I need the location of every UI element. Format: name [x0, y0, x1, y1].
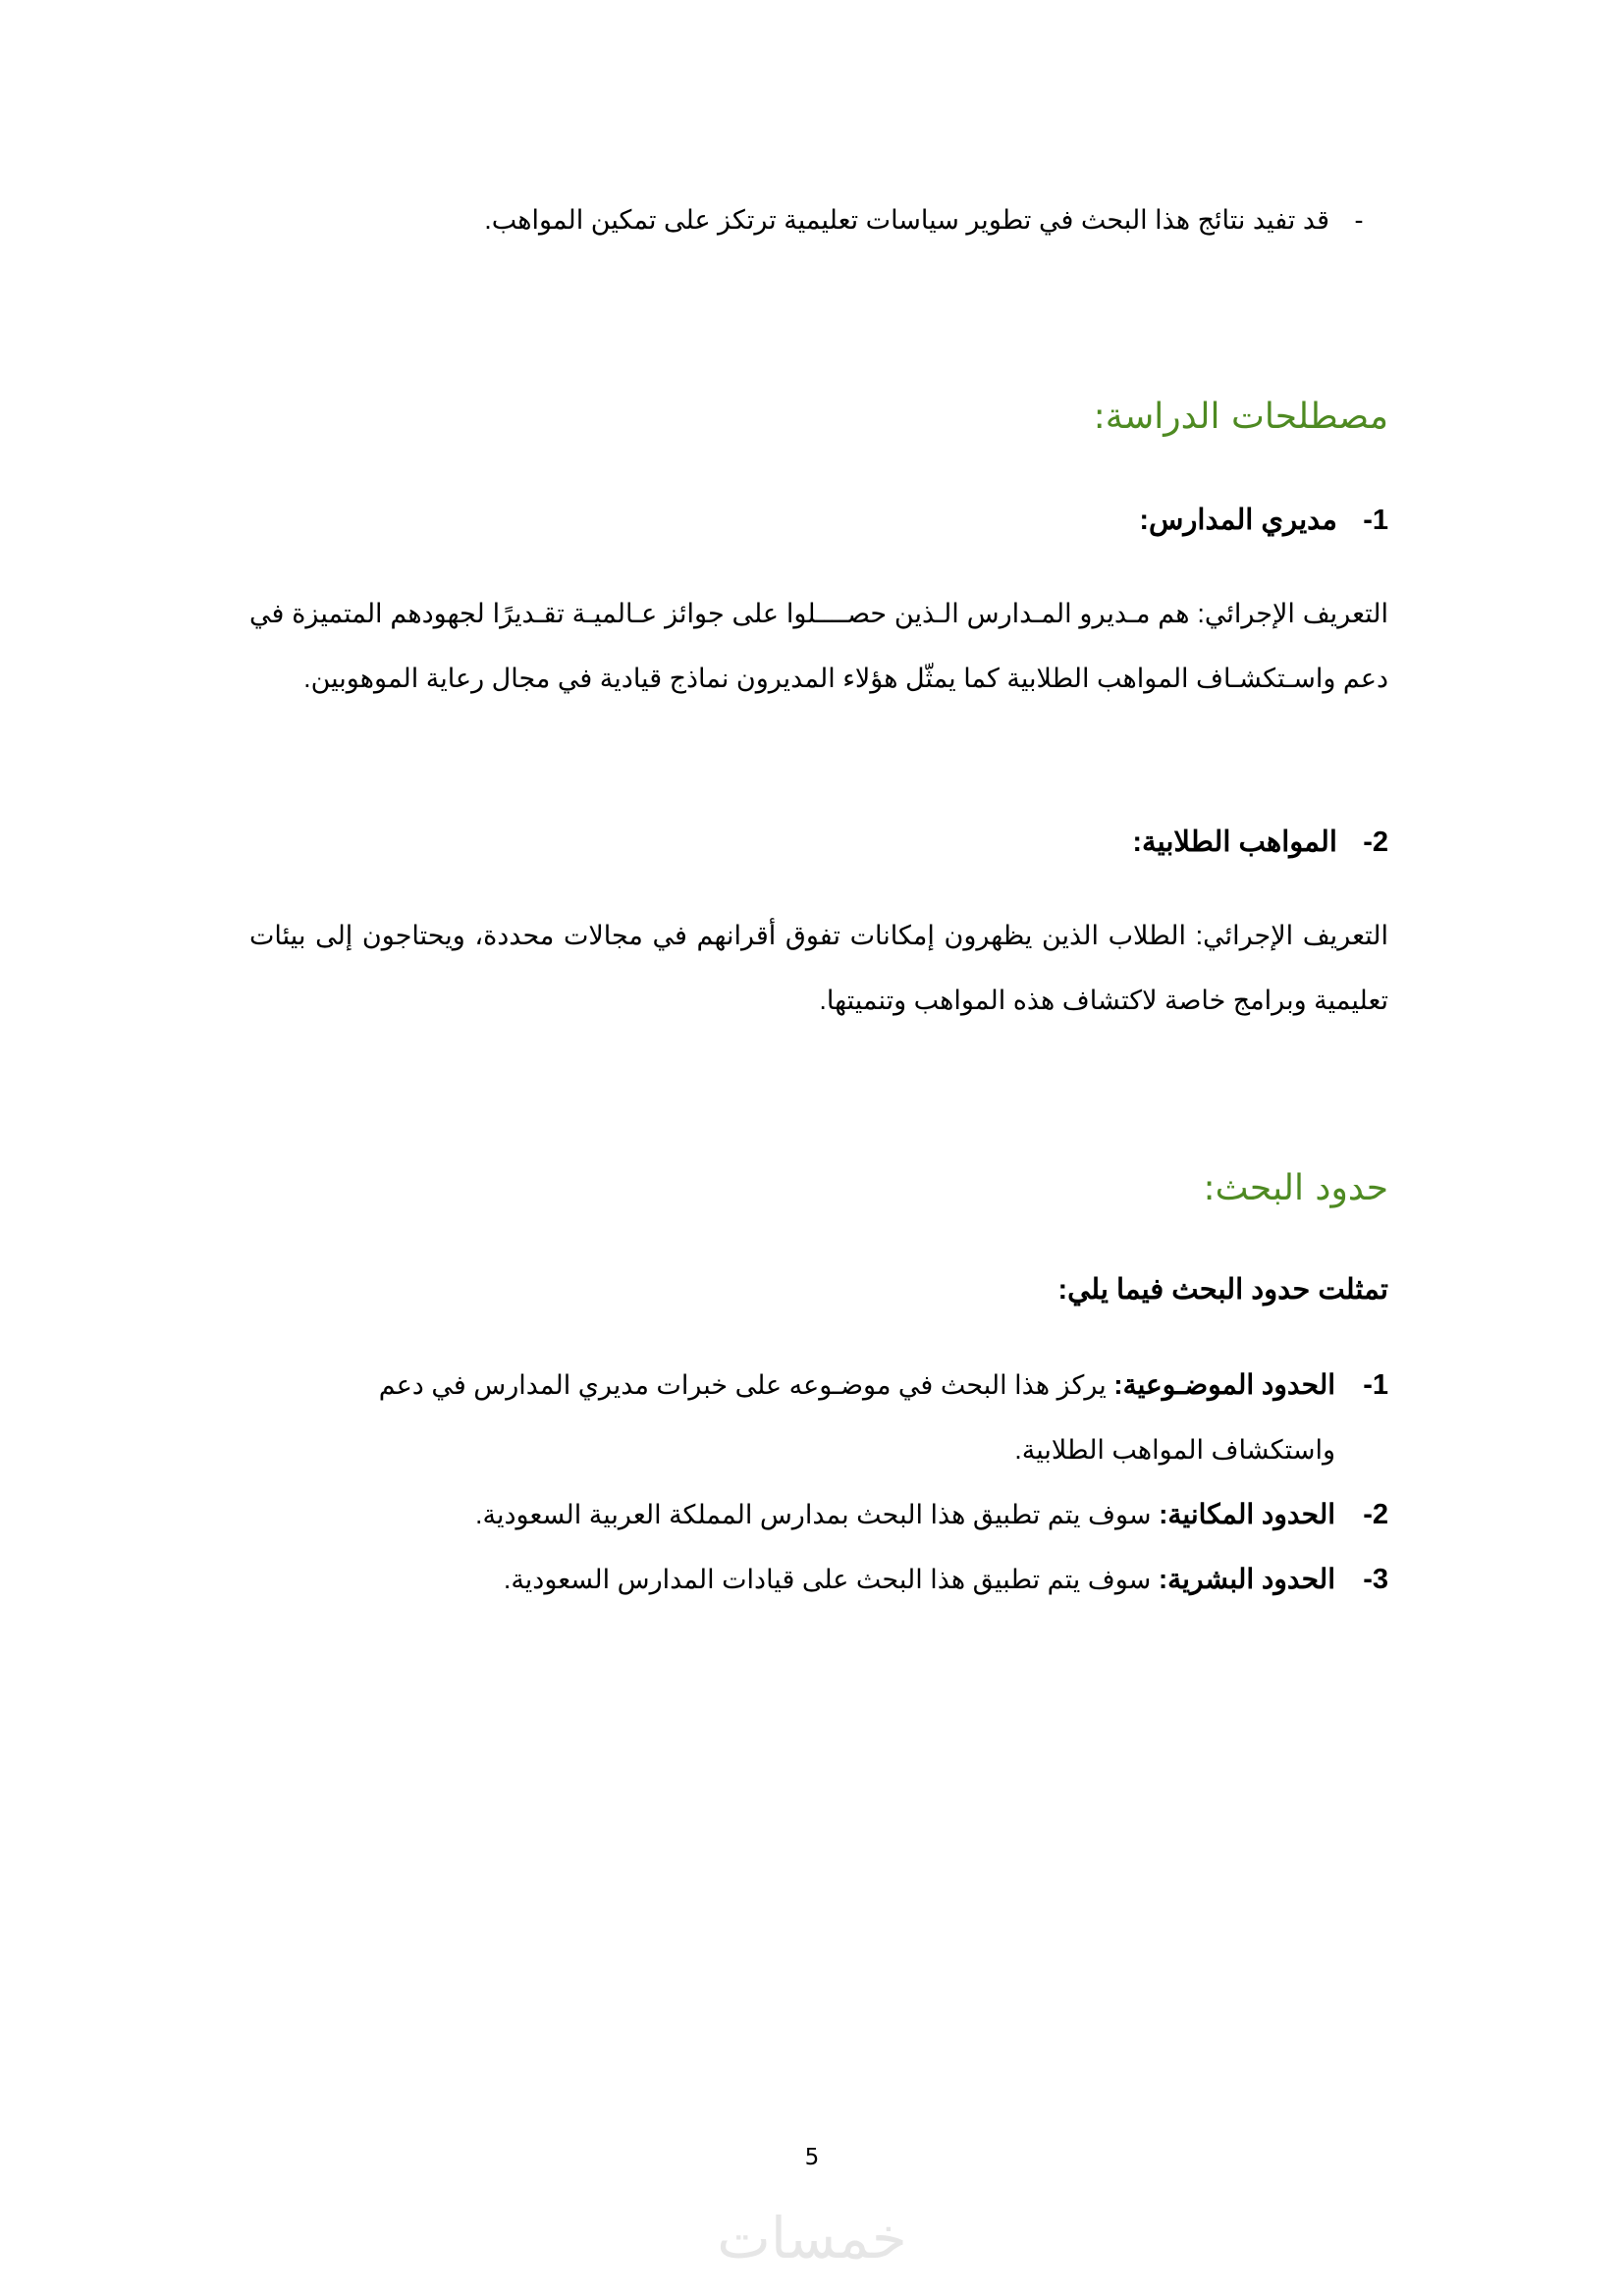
limit-2-number: 2-: [1363, 1499, 1388, 1530]
limit-3-number: 3-: [1363, 1564, 1388, 1595]
term-1-definition: التعريف الإجرائي: هم مـديرو المـدارس الـذين حصــــلوا على جوائز عـالميـة تقـديرًا لجهودهم المتميزة في دعم واسـتكشـاف المواهب الطلابية كما يمثّل هؤلاء المديرون نماذج قيادية في مجال رعاية الموهوبين.: [249, 599, 1388, 693]
limits-heading: حدود البحث:: [1203, 1168, 1388, 1208]
term-2-heading: [406, 819, 1388, 866]
limit-2-text: سوف يتم تطبيق هذا البحث بمدارس المملكة العربية السعودية.: [474, 1500, 1152, 1529]
limit-1-text: يركز هذا البحث في موضـوعه على خبرات مديري المدارس في دعم واستكشاف المواهب الطلابية.: [378, 1370, 1335, 1465]
term-1-number: 1-: [1363, 505, 1388, 536]
limit-1-label: الحدود الموضـوعية:: [1113, 1369, 1335, 1400]
limit-item-spatial: [249, 1482, 1388, 1547]
terms-heading: مصطلحات الدراسة:: [1093, 397, 1388, 437]
bullet-dash: -: [1354, 205, 1364, 235]
limit-2-label: الحدود المكانية:: [1159, 1499, 1335, 1529]
term-1-heading: [406, 497, 1388, 544]
term-1-title: مديري المدارس:: [1139, 505, 1337, 536]
limit-1-number: 1-: [1363, 1369, 1388, 1401]
limits-intro: تمثلت حدود البحث فيما يلي:: [1057, 1274, 1388, 1306]
limit-3-label: الحدود البشرية:: [1158, 1564, 1335, 1594]
limit-item-objective: [249, 1353, 1388, 1482]
bullet-item: [230, 196, 1388, 243]
bullet-text: قد تفيد نتائج هذا البحث في تطوير سياسات تعليمية ترتكز على تمكين المواهب.: [484, 205, 1329, 235]
limit-item-human: [249, 1547, 1388, 1612]
term-2-number: 2-: [1363, 827, 1388, 858]
limits-list: [249, 1353, 1388, 1612]
watermark-logo: خمسات: [717, 2205, 907, 2271]
page-number: 5: [804, 2145, 820, 2170]
term-2-definition: التعريف الإجرائي: الطلاب الذين يظهرون إمكانات تفوق أقرانهم في مجالات محددة، ويحتاجون إلى بيئات تعليمية وبرامج خاصة لاكتشاف هذه المواهب وتنميتها.: [249, 921, 1388, 1015]
limit-3-text: سوف يتم تطبيق هذا البحث على قيادات المدارس السعودية.: [503, 1565, 1152, 1594]
term-2-title: المواهب الطلابية:: [1132, 827, 1337, 858]
